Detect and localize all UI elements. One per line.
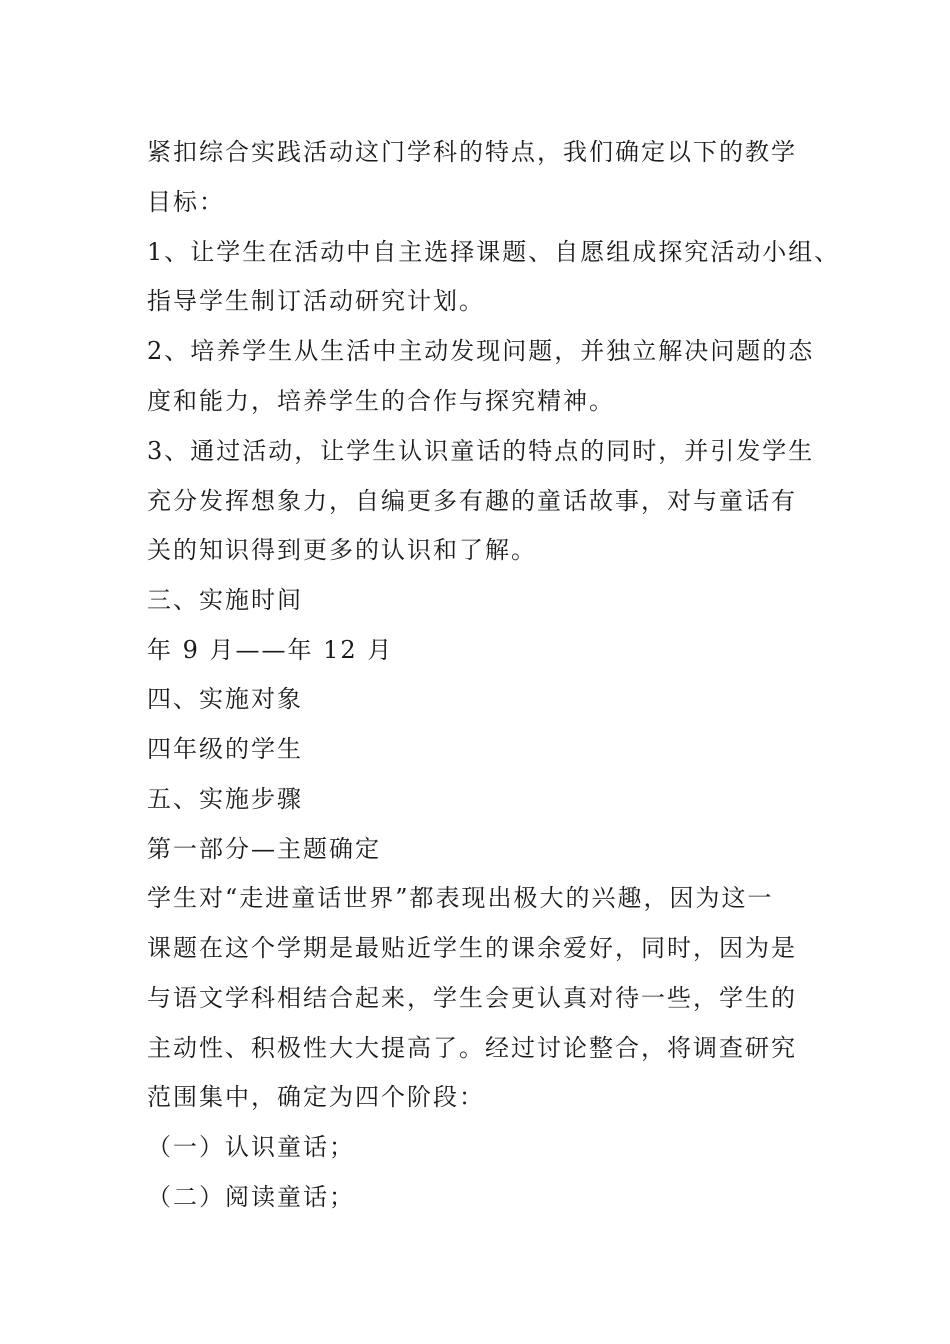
text-line: 四年级的学生 xyxy=(147,735,303,763)
list-item: （二）阅读童话； xyxy=(147,1183,355,1211)
text-line: 紧扣综合实践活动这门学科的特点，我们确定以下的教学 xyxy=(147,138,797,166)
text-line: 主动性、积极性大大提高了。经过讨论整合，将调查研究 xyxy=(147,1034,797,1062)
text-line: 关的知识得到更多的认识和了解。 xyxy=(147,536,537,564)
subsection-heading: 第一部分—主题确定 xyxy=(147,835,381,863)
section-heading: 三、实施时间 xyxy=(147,586,303,614)
text-line: 与语文学科相结合起来，学生会更认真对待一些，学生的 xyxy=(147,984,797,1012)
text-line: 度和能力，培养学生的合作与探究精神。 xyxy=(147,387,615,415)
section-heading: 四、实施对象 xyxy=(147,685,303,713)
text-line: 3、通过活动，让学生认识童话的特点的同时，并引发学生 xyxy=(147,437,815,465)
text-line: 充分发挥想象力，自编更多有趣的童话故事，对与童话有 xyxy=(147,487,797,515)
text-line: 2、培养学生从生活中主动发现问题，并独立解决问题的态 xyxy=(147,337,815,365)
list-item: （一）认识童话； xyxy=(147,1133,355,1161)
text-line: 年 9 月——年 12 月 xyxy=(147,636,394,664)
text-line: 目标： xyxy=(147,188,225,216)
text-line: 学生对“走进童话世界”都表现出极大的兴趣，因为这一 xyxy=(147,884,774,912)
text-line: 范围集中，确定为四个阶段： xyxy=(147,1083,485,1111)
text-line: 课题在这个学期是最贴近学生的课余爱好，同时，因为是 xyxy=(147,934,797,962)
section-heading: 五、实施步骤 xyxy=(147,785,303,813)
text-line: 指导学生制订活动研究计划。 xyxy=(147,287,485,315)
text-line: 1、让学生在活动中自主选择课题、自愿组成探究活动小组、 xyxy=(147,238,841,266)
